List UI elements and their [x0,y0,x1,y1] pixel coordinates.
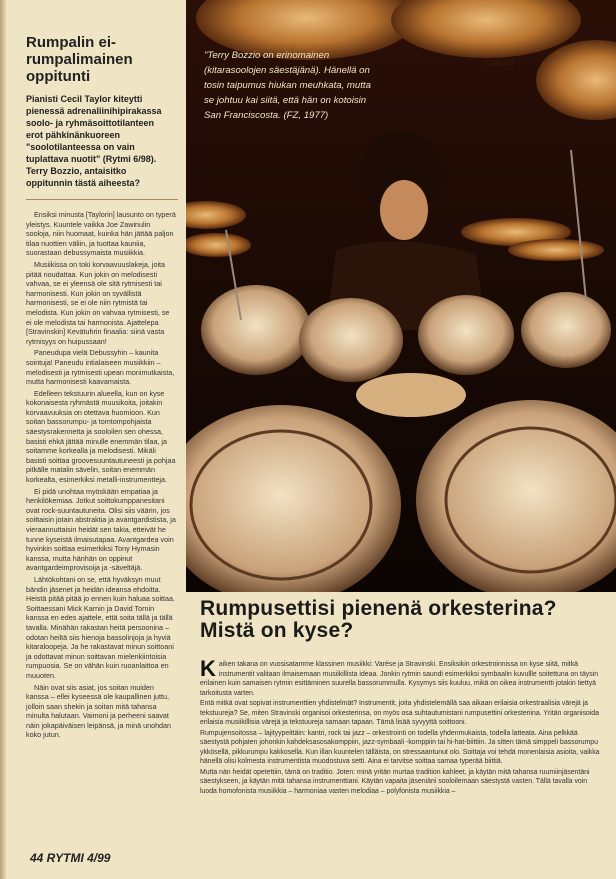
sidebar-paragraph: Paneudupa vielä Debussyhin – kaunita sointuja! Paneudu intialaiseen musiikkiin – melodisesti ja rytmisesti upean monimutkaista, mutta harmonisesti kaavamaista. [26,348,175,387]
article-paragraph: Mutta nän heidät opetettiin, tämä on traditio. Joten: minä yritän murtaa tradition kahleet, ja käytän mitä tahansa ruumiinjäsentäni säestykseen, ja käytän mitä tahansa instrumenttiani. Käytän vapaita jäseniäni sooloilemaan säestystä vasten. Tällä tavalla voin luoda homofonista musiikkia – harmoniaa vasten melodiaa – polyfonista musiikkia – [200,768,590,795]
drummer-face [380,180,428,240]
sidebar-paragraph: Ensiksi minusta [Taylorin] lausunto on typerä yleistys. Kuuntele vaikka Joe Zawinulin sooloja, niin huomaat, kuinka hän jättää paljon tilaa nuottien väliin, ja tuottaa kauniia, suorastaan debussymaista musiikkia. [26,210,176,258]
pull-quote: "Terry Bozzio on erinomainen (kitarasoolojen säestäjänä). Hänellä on tosin taipumus hiukan meuhkata, mutta se johtuu kai siitä, että hän on kotoisin San Franciscosta. (FZ, 1977) [204,50,371,121]
tom-drum [521,292,611,368]
sidebar-divider [26,199,178,200]
sidebar-column [12,14,182,864]
article-paragraph: Entä mitkä ovat sopivat instrumenttien yhdistelmät? Instrumentit, joita yhdistelemällä saa aikaan erilaisia orkestraalisia värejä ja tekstuureja? Se, miten Stravinski organisoi orkesterinsa, on myös osa suhtautumistani rumpusettini orkesteriina. Yritän organisoida erilaisia musiikillisia värejä ja tekstuureja samaan tapaan. Tämä lisää syvyyttä soittooni. [200,700,599,726]
sidebar-title: Rumpalin ei-rumpalimainen oppitunti [26,34,133,85]
tom-drum [299,298,403,382]
sidebar-body [12,210,176,740]
cymbal-brand-logo: SABIAN [484,59,514,68]
page-gutter [0,0,6,879]
tom-drum [418,295,514,375]
drop-cap: K [200,656,216,681]
sidebar-paragraph: Edelleen tekstuurin alueella, kun on kyse kokonaisesta ryhmästä muusikoita, joitakin korvaavuuksia on otettava huomioon. Kun soitan bassorumpu- ja tomtompohjaista säestysrakennetta ja sooloilen sen ohessa, basisti ehkä jättää minulle enemmän tilaa, ja soitamme korkealla ja melodisesti. Mikäli basisti soittaa groovesuuntautuneesti ja pohjaa pitkälle matalin sävelin, soitan enemmän korkealta, esimerkiksi metalli-instrumentteja. [26,388,176,485]
snare-drum [356,373,466,417]
sidebar-paragraph: Näin ovat siis asiat, jos soitan muiden kanssa – ellei kyseessä ole kaupallinen juttu, jolloin saan shekin ja soitan mitä tahansa minulta halutaan. Vaimoni ja perheeni saavat näin jokapäiväisen leipänsä, ja minä unohdan koko jutun. [26,682,172,740]
article-paragraph: Rumpujensoitossa – lajityypeittäin: kantri, rock tai jazz – orkestrointi on todella yhdenmukaista, todella latteata. Aina pelkkää säestystä pohjaten johonkin kahdeksasosakomppiin, jazz-symbaali -komppiin tai hi-hat-biittiin. Ja sitten tämä simppeli bassorumpu ykkösellä, pikkurumpu kakkosella. Kun illan kuuntelen tälläista, on stressaantunut olo. Soittaja voi tehdä monenlaisia asioita, vaikka hänellä olisi kolmesta instrumentista muodostuva setti. Aina ei tarvitse soittaa samaa typerää biittiä. [200,729,600,765]
sidebar-paragraph: Ei pidä unohtaa myöskään empatiaa ja henkilökemiaa. Jotkut soittokumppanesitani ovat rock-suuntautuneita. Olisi siis väärin, jos soittaisin jotain abstraktia ja avantgardistista, ja vieraannuttaisin heidät sen takia, etteivät he tunne kyseistä ilmaisutapaa. Avantgardea voin hyvinkin soittaa esimerkiksi Tony Hymasin kanssa, mutta hänhän on oppinut avantgardeimprovisoija ja -säveltäjä. [26,486,176,573]
article-paragraph [200,656,604,698]
article-body [200,656,604,797]
tom-drum [201,285,311,375]
cymbal [508,239,604,261]
sidebar-paragraph: Musiikissa on toki korvaavuuslakeja, joita pitää noudattaa. Kun jokin on melodisesti vahvaa, se ei yleensä ole sitä rytmisesti tai harmonisesti. Kun jokin on syvällistä harmonisesti, se ei ole niin rytmistä tai melodista. Kun jokin on vahvaa rytmisesti, se ei ole melodista tai harmonista. Ajattelepa [Stravinskin] Kevätuhrin finaalia: siinä vasta rytmisyys on huipussaan! [26,259,170,346]
article-headline: Rumpusettisi pienenä orkesterina? Mistä on kyse? [200,597,557,642]
page-footer: 44 RYTMI 4/99 [30,851,111,865]
sidebar-paragraph: Lähtökohtani on se, että hyväksyn muut bändin jäsenet ja heidän ideansa ehdoitta. Heistä pitää pitää jo ennen kuin haluaa soittaa. Soittaessani Mick Karnin ja David Tornin kanssa en edes ajattele, että soita tällä ja tällä tavalla. Minähän rakastan heitä persoonina – odotan heiltä siis hienoja bassolinjoja ja hyviä kitaraloopeja. Ja he rakastavat minun soittoani ja odottavat minun soittavan mielenkiintoisia rumpuosia. Se on vähän kuin ruoanlaittoa en muuoten. [26,574,176,680]
article-paragraph-text: aiken takana on vuosisatamme klassinen musiikki: Varèse ja Stravinski. Ensiksikin orkestroinnissa on kyse siitä, mitkä instrumentit valitaan ilmaisemaan musiikillista ideaa. Jonkin rytmin saundi esimerkiksi symbaalin kuvullle soitettuna on täysin erilainen kuin samaisen rytmin esittäminen suurella bassorummulla. Kysymys siis kuuluu, mikä on oikea instrumentti jotakin tiettyä tarkoitusta varten. [200,661,599,697]
sidebar-intro: Pianisti Cecil Taylor kiteytti pienessä adrenaliinihipirakassa soolo- ja ryhmäsoittotilanteen erot pähkinänkuoreen "soolotilanteessa on vain tuplattava nuotit" (Rytmi 6/98). Terry Bozzio, antaisitko oppitunnin tästä aiheesta? [26,94,162,188]
